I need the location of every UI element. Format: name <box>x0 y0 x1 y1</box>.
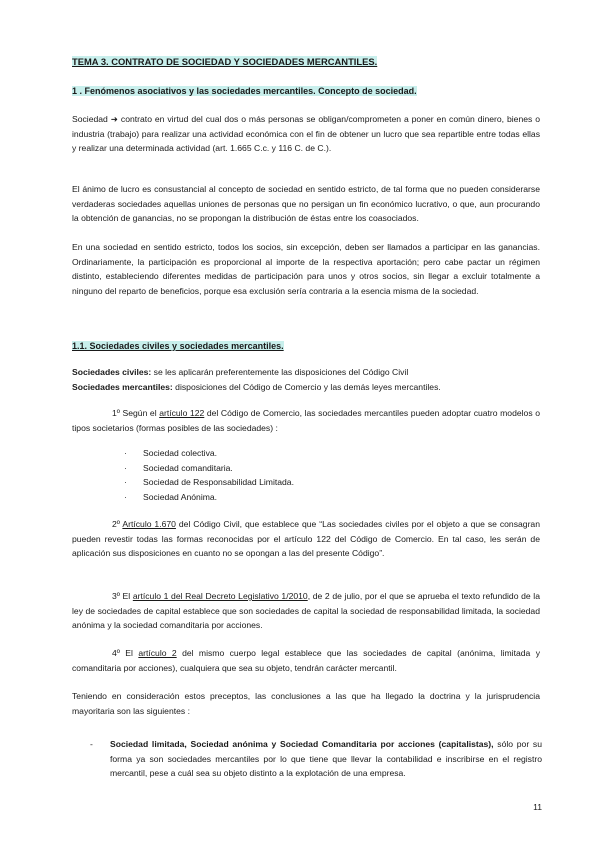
link-articulo-2[interactable]: artículo 2 <box>138 648 177 658</box>
paragraph-articulo-1670: 2º Artículo 1.670 del Código Civil, que establece que “Las sociedades civiles por el objeto a que se consagran pueden revestir todas las formas reconocidas por el artículo 122 del Código de Comercio. En tal caso, les serán de aplicación sus disposiciones en cuanto no se opongan a las del presente Código”. <box>72 519 540 558</box>
page-title <box>72 56 377 67</box>
bullet-capitalistas <box>90 737 542 781</box>
paragraph-articulo-122: 1º Según el artículo 122 del Código de Comercio, las sociedades mercantiles pueden adoptar cuatro modelos o tipos societarios (formas posibles de las sociedades) : <box>72 408 540 433</box>
paragraph-civiles-mercantiles <box>72 365 540 394</box>
mercantiles-text: disposiciones del Código de Comercio y las demás leyes mercantiles. <box>172 381 441 392</box>
section-heading-1-1-text: 1.1. Sociedades civiles y sociedades mercantiles. <box>72 341 284 351</box>
link-articulo-1670[interactable]: Artículo 1.670 <box>122 519 176 529</box>
definition-term: Sociedad <box>72 114 108 124</box>
list-item: · Sociedad Anónima. <box>124 490 294 505</box>
mercantiles-label: Sociedades mercantiles: <box>72 381 173 392</box>
company-types-list <box>124 446 294 504</box>
list-item: · Sociedad colectiva. <box>124 446 294 461</box>
link-articulo-122[interactable]: artículo 122 <box>159 408 205 418</box>
arrow-right-icon: ➜ <box>110 114 118 124</box>
civiles-label: Sociedades civiles: <box>72 367 152 377</box>
bullet-text: sólo por su forma ya son sociedades mercantiles por lo que tiene que llevar la contabilidad e inscribirse en el registro mercantil, pese a cuál sea su objeto distinto a la explotación de una empresa. <box>110 739 542 778</box>
section-heading-1 <box>72 86 417 96</box>
section-heading-1-1 <box>72 341 284 351</box>
paragraph-animo-lucro: El ánimo de lucro es consustancial al concepto de sociedad en sentido estricto, de tal forma que no pueden considerarse verdaderas sociedades aquellas uniones de personas que no persigan un fin económico lucrativo, o que, aun procurando la obtención de ganancias, no se propongan la distribución de éstas entre los coasociados. <box>72 184 540 223</box>
page-number: 11 <box>533 802 542 812</box>
bullet-bold-text: Sociedad limitada, Sociedad anónima y Sociedad Comanditaria por acciones (capitalistas), <box>110 739 494 749</box>
definition-text: contrato en virtud del cual dos o más personas se obligan/comprometen a poner en común dinero, bienes o industria (trabajo) para realizar una actividad económica con el fin de obtener un lucro que sea repartible entre todas ellas y realizar una determinada actividad (art. 1.665 C.c. y 116 C. de C.). <box>72 114 541 153</box>
section-heading-1-text: 1 . Fenómenos asociativos y las sociedades mercantiles. Concepto de sociedad. <box>72 86 417 96</box>
paragraph-real-decreto: 3º El artículo 1 del Real Decreto Legislativo 1/2010, de 2 de julio, por el que se aprueba el texto refundido de la ley de sociedades de capital establece que son sociedades de capital la sociedad de responsabilidad limitada, la sociedad anónima y la sociedad comanditaria por acciones. <box>72 591 540 630</box>
paragraph-definition <box>72 112 540 156</box>
paragraph-socios: En una sociedad en sentido estricto, todos los socios, sin excepción, deben ser llamados a participar en las ganancias. Ordinariamente, la participación es proporcional al importe de la respectiva aportación; pero cabe pactar un régimen distinto, estableciendo diferentes medidas de participación para unos y otros socios, sin llegar a excluir totalmente a ninguno del reparto de beneficios, porque esa exclusión sería contraria a la esencia misma de la sociedad. <box>72 242 540 296</box>
link-real-decreto[interactable]: artículo 1 del Real Decreto Legislativo 1/2010 <box>132 591 308 601</box>
paragraph-articulo-2: 4º El artículo 2 del mismo cuerpo legal establece que las sociedades de capital (anónima, limitada y comanditaria por acciones), cualquiera que sea su objeto, tendrán carácter mercantil. <box>72 648 540 673</box>
bullet-dash: - <box>90 739 93 749</box>
list-item: · Sociedad comanditaria. <box>124 461 294 476</box>
title-text: TEMA 3. CONTRATO DE SOCIEDAD Y SOCIEDADES MERCANTILES. <box>72 56 378 67</box>
paragraph-conclusiones: Teniendo en consideración estos preceptos, las conclusiones a las que ha llegado la doctrina y la jurisprudencia mayoritaria son las siguientes : <box>72 691 540 716</box>
list-item: · Sociedad de Responsabilidad Limitada. <box>124 475 294 490</box>
civiles-text: se les aplicarán preferentemente las disposiciones del Código Civil <box>151 367 409 377</box>
